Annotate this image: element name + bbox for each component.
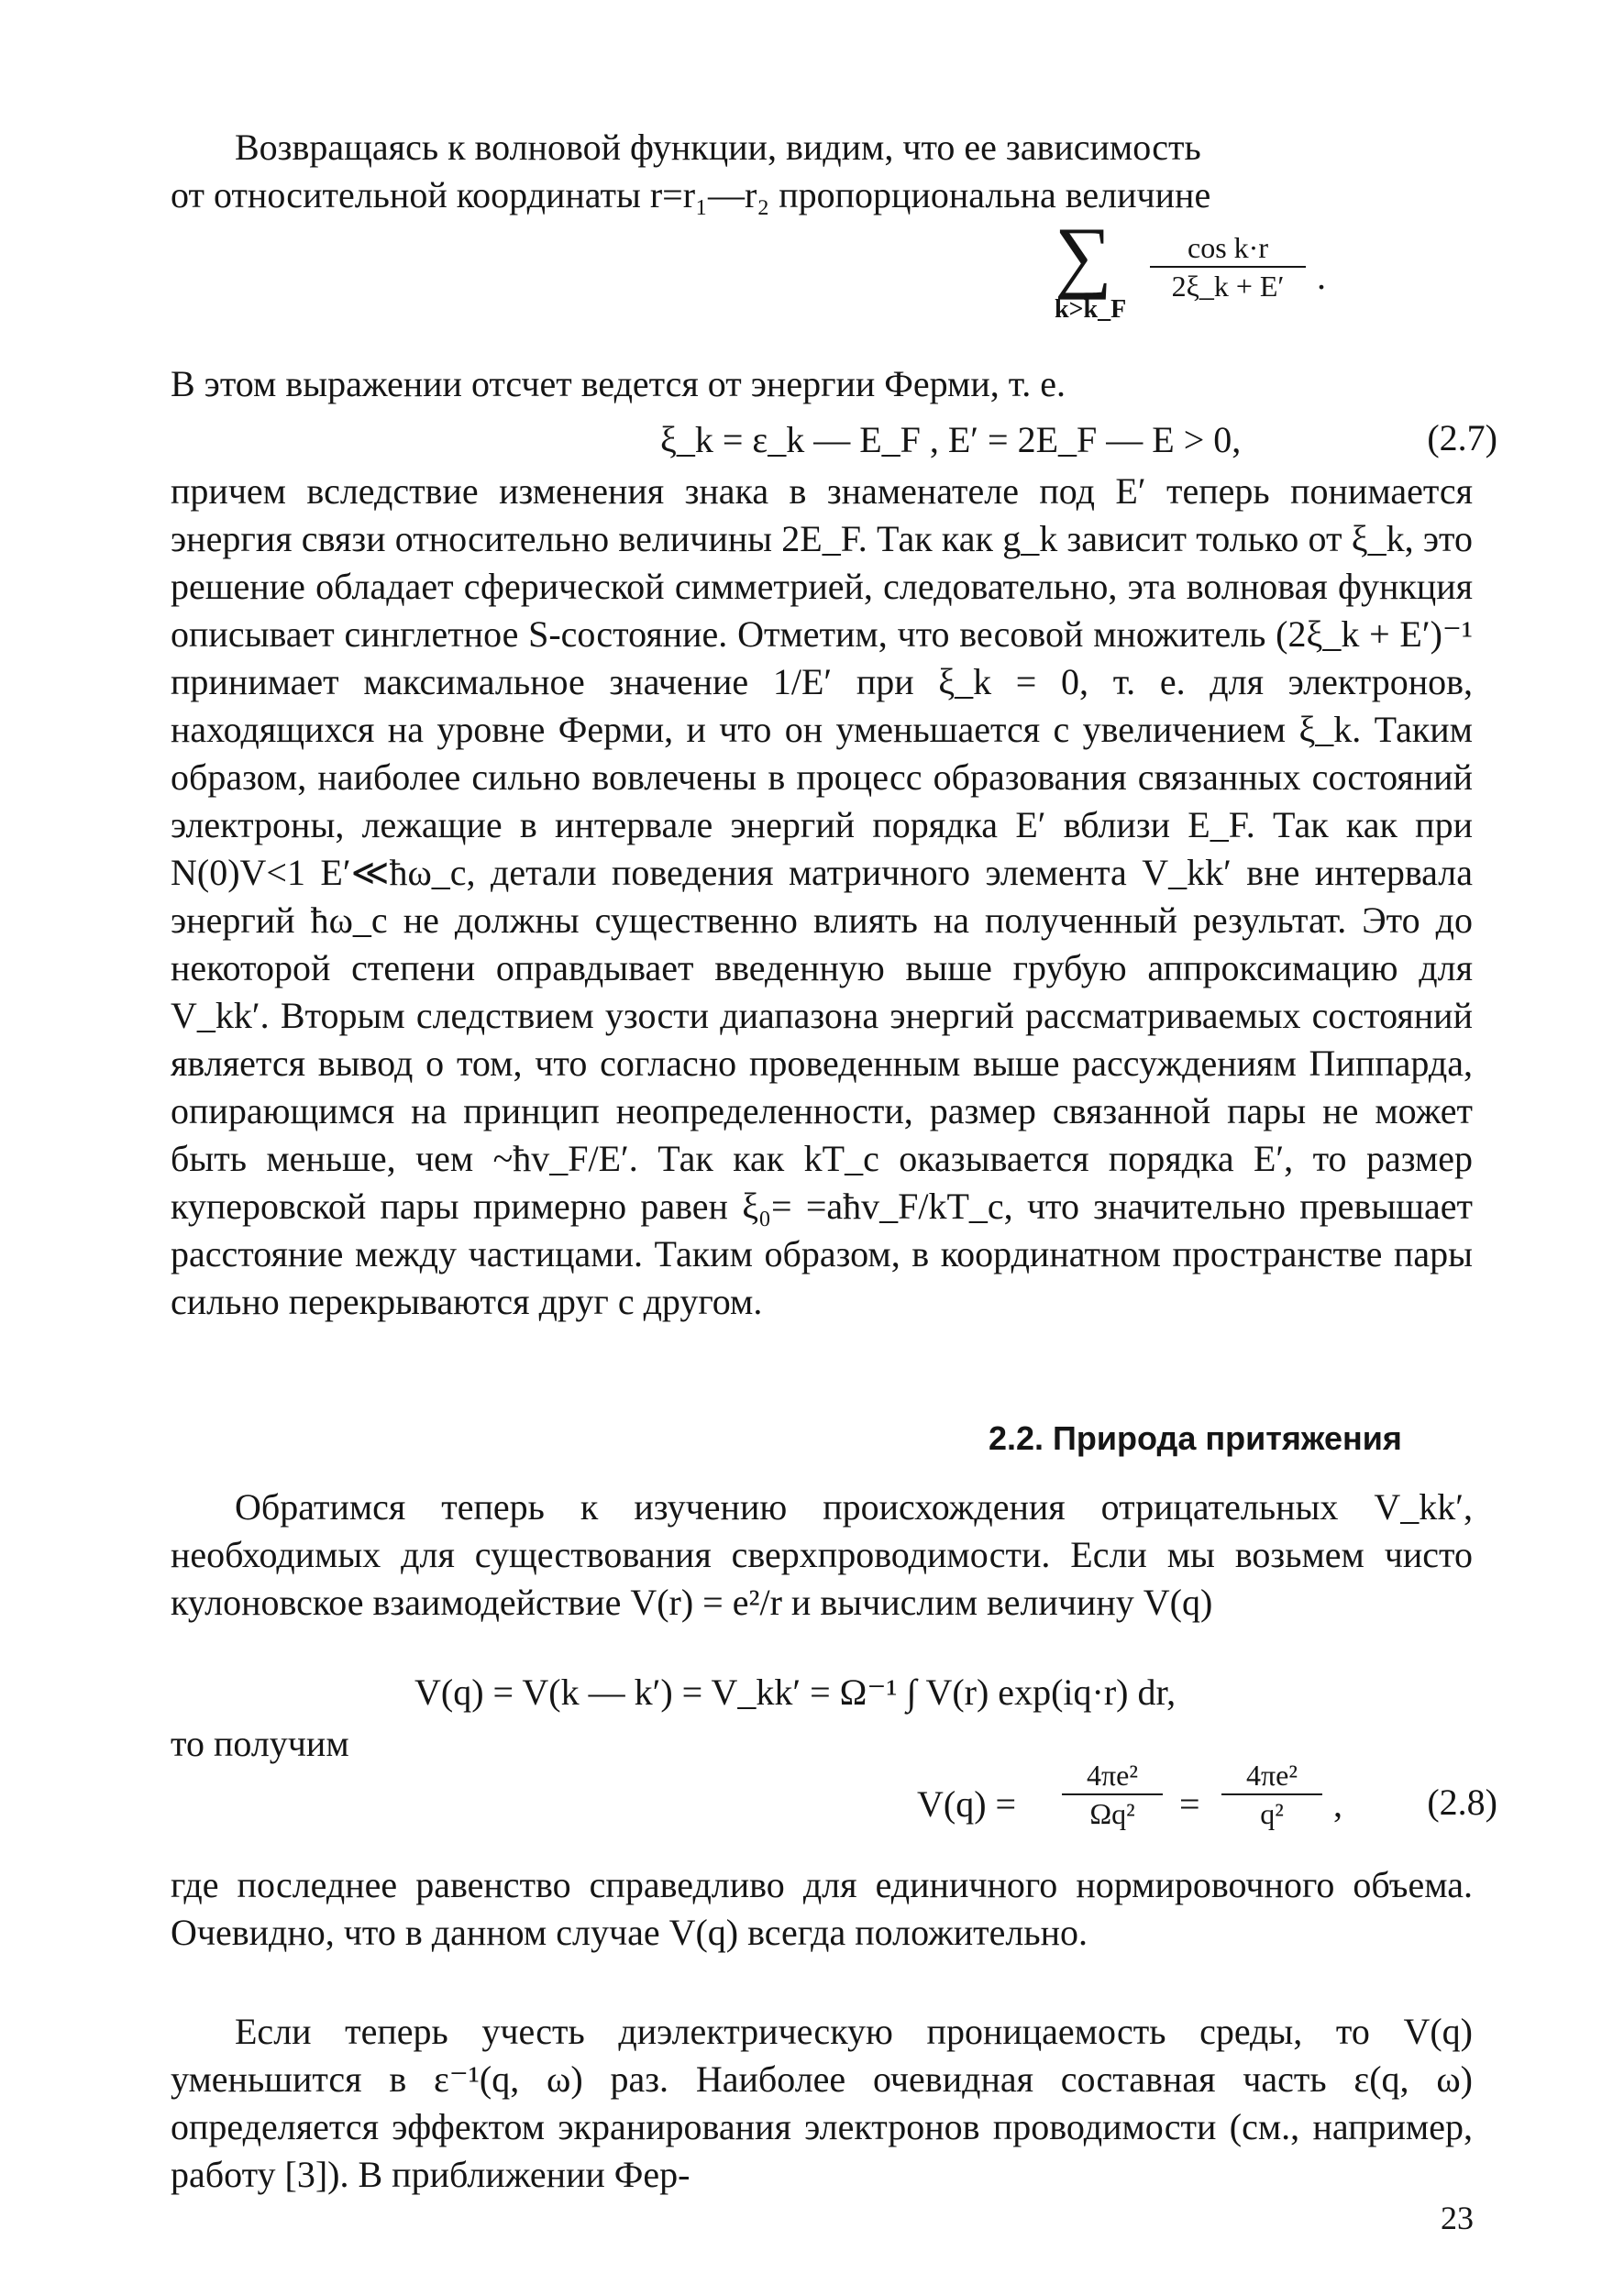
equation-vq: V(q) = V(k — k′) = V_kk′ = Ω⁻¹ ∫ V(r) exp(iq·r) dr,	[414, 1672, 1177, 1713]
eq28-tail: ,	[1333, 1783, 1342, 1825]
intro-paragraph	[171, 124, 1473, 219]
sum-denominator: 2ξ_k + E′	[1150, 266, 1306, 304]
sum-tail: .	[1317, 256, 1326, 297]
eq28-frac2-num: 4πe²	[1246, 1759, 1298, 1792]
eq28-fraction-1	[1062, 1757, 1163, 1832]
para6-text: Если теперь учесть диэлектрическую проницаемость среды, то V(q) уменьшится в ε⁻¹(q, ω) раз. Наиболее очевидная составная часть ε(q, ω) определяется эффектом экранирования электронов проводимости (см., например, работу [3]). В приближении Фер-	[171, 2011, 1473, 2195]
equation-2-7: ξ_k = ε_k — E_F , E′ = 2E_F — E > 0,	[660, 419, 1242, 460]
eq28-equals: =	[1179, 1783, 1200, 1825]
para2	[171, 360, 1473, 408]
para4	[171, 1484, 1473, 1627]
para2-line: В этом выражении отсчет ведется от энергии Ферми, т. е.	[171, 363, 1066, 404]
para4-text: Обратимся теперь к изучению происхождения отрицательных V_kk′, необходимых для существования сверхпроводимости. Если мы возьмем чисто кулоновское взаимодействие V(r) = e²/r и вычислим величину V(q)	[171, 1486, 1473, 1623]
para5	[171, 1861, 1473, 1957]
para3	[171, 468, 1473, 1326]
para6	[171, 2008, 1473, 2199]
eq28-frac1-den: Ωq²	[1062, 1793, 1163, 1832]
para1-line1: Возвращаясь к волновой функции, видим, что ее зависимость	[235, 127, 1201, 168]
eq28-lhs: V(q) =	[917, 1783, 1017, 1825]
equation-2-7-number: (2.7)	[1427, 417, 1497, 458]
page-number: 23	[1441, 2200, 1474, 2236]
sum-expression	[1055, 212, 1330, 345]
sum-symbol: ∑	[1055, 212, 1112, 301]
then-get: то получим	[171, 1723, 349, 1764]
eq28-frac2-den: q²	[1221, 1793, 1322, 1832]
para3-text: причем вследствие изменения знака в знаменателе под E′ теперь понимается энергия связи относительно величины 2E_F. Так как g_k зависит только от ξ_k, это решение обладает сферической симметрией, следовательно, эта волновая функция описывает синглетное S-состояние. Отметим, что весовой множитель (2ξ_k + E′)⁻¹ принимает максимальное значение 1/E′ при ξ_k = 0, т. е. для электронов, находящихся на уровне Ферми, и что он уменьшается с увеличением ξ_k. Таким образом, наиболее сильно вовлечены в процесс образования связанных состояний электроны, лежащие в интервале энергий порядка E′ вблизи E_F. Так как при N(0)V<1 E′≪ħω_c, детали поведения матричного элемента V_kk′ вне интервала энергий ħω_c не должны существенно влиять на полученный результат. Это до некоторой степени оправдывает введенную выше грубую аппроксимацию для V_kk′. Вторым следствием узости диапазона энергий рассматриваемых состояний является вывод о том, что согласно проведенным выше рассуждениям Пиппарда, опирающимся на принцип неопределенности, размер связанной пары не может быть меньше, чем ~ħv_F/E′. Так как kT_c оказывается порядка E′, то размер куперовской пары примерно равен ξ₀= =aħv_F/kT_c, что значительно превышает расстояние между частицами. Таким образом, в координатном пространстве пары сильно перекрываются друг с другом.	[171, 470, 1473, 1322]
para1-line2: от относительной координаты r=r₁—r₂ пропорциональна величине	[171, 174, 1211, 215]
sum-numerator: cos k·r	[1188, 231, 1268, 264]
equation-2-8-number: (2.8)	[1427, 1782, 1497, 1823]
eq28-frac1-num: 4πe²	[1087, 1759, 1138, 1792]
sum-limit: k>k_F	[1055, 295, 1127, 324]
sum-fraction	[1150, 229, 1306, 304]
eq28-fraction-2	[1221, 1757, 1322, 1832]
section-heading: 2.2. Природа притяжения	[989, 1419, 1402, 1457]
para5-text: где последнее равенство справедливо для единичного нормировочного объема. Очевидно, что в данном случае V(q) всегда положительно.	[171, 1864, 1473, 1953]
